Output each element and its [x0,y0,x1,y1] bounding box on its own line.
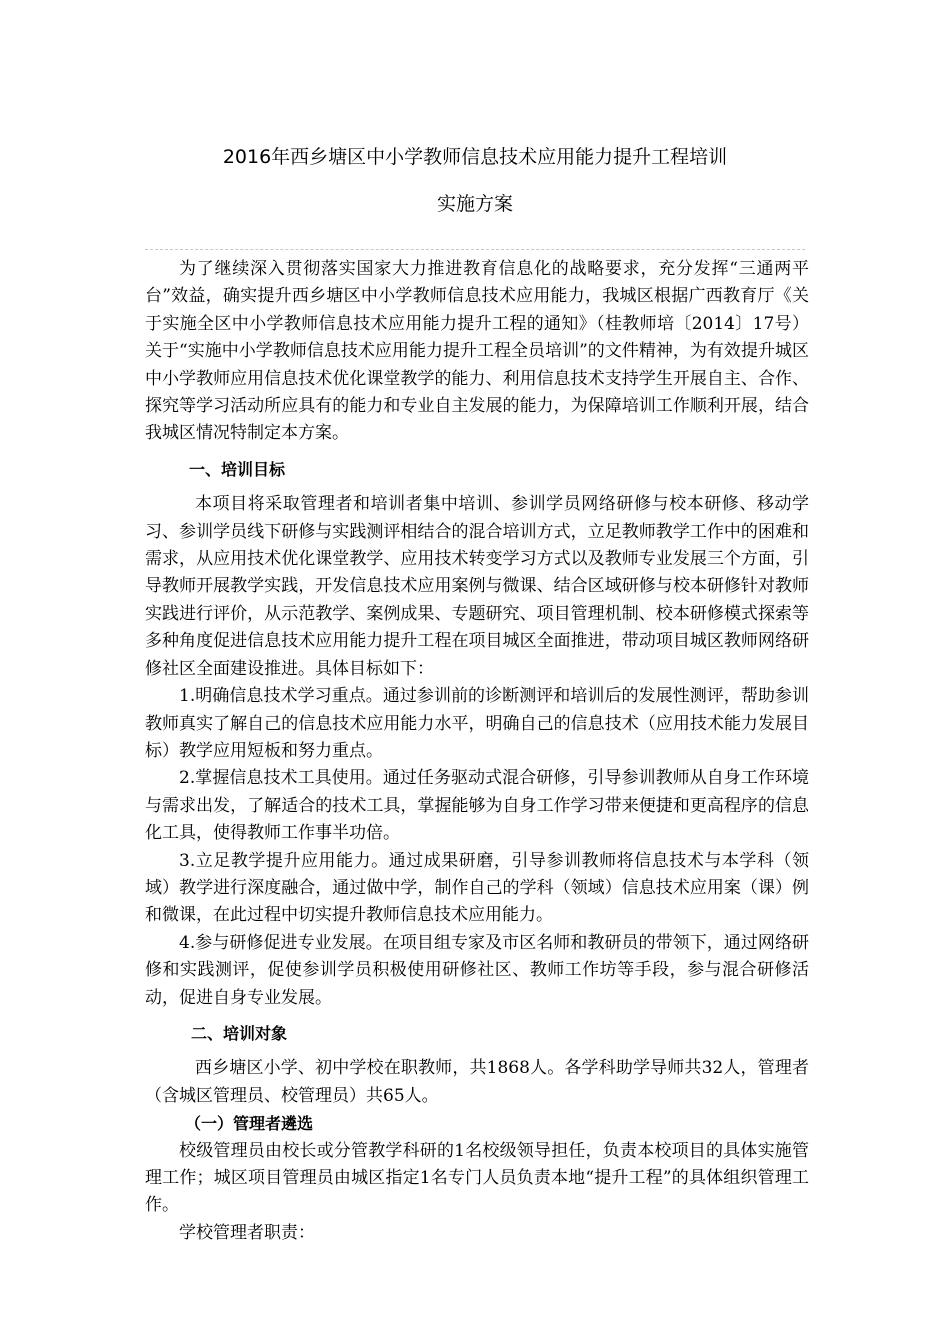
intro-paragraph: 为了继续深入贯彻落实国家大力推进教育信息化的战略要求，充分发挥“三通两平台”效益，确实提升西乡塘区中小学教师信息技术应用能力，我城区根据广西教育厅《关于实施全区中小学教师信息技术应用能力提升工程的通知》（桂教师培〔2014〕17号）关于“实施中小学教师信息技术应用能力提升工程全员培训”的文件精神，为有效提升城区中小学教师应用信息技术优化课堂教学的能力、利用信息技术支持学生开展自主、合作、探究等学习活动所应具有的能力和专业自主发展的能力，为保障培训工作顺利开展，结合我城区情况特制定本方案。 [145,259,809,444]
header-divider [145,249,805,250]
section-heading-training-targets: 二、培训对象 [191,1023,288,1043]
sub-heading-manager-selection: （一）管理者遴选 [185,1114,314,1134]
training-targets-paragraph: 西乡塘区小学、初中学校在职教师，共1868人。各学科助学导师共32人，管理者（含城区管理员、校管理员）共65人。 [145,1058,809,1106]
goal-item-1: 1.明确信息技术学习重点。通过参训前的诊断测评和培训后的发展性测评，帮助参训教师真实了解自己的信息技术应用能力水平，明确自己的信息技术（应用技术能力发展目标）教学应用短板和努力重点。 [145,686,809,761]
school-manager-duties-line: 学校管理者职责： [179,1222,315,1243]
goal-item-2: 2.掌握信息技术工具使用。通过任务驱动式混合研修，引导参训教师从自身工作环境与需求出发，了解适合的技术工具，掌握能够为自身工作学习带来便捷和更高程序的信息化工具，使得教师工作事半功倍。 [145,768,809,844]
section-heading-training-goals: 一、培训目标 [189,459,286,479]
manager-selection-paragraph: 校级管理员由校长或分管教学科研的1名校级领导担任，负责本校项目的具体实施管理工作；城区项目管理员由城区指定1名专门人员负责本地“提升工程”的具体组织管理工作。 [145,1140,809,1216]
goal-item-4: 4.参与研修促进专业发展。在项目组专家及市区名师和教研员的带领下，通过网络研修和实践测评，促使参训学员积极使用研修社区、教师工作坊等手段，参与混合研修活动，促进自身专业发展。 [145,932,809,1008]
document-body [145,256,809,1247]
goal-item-3: 3.立足教学提升应用能力。通过成果研磨，引导参训教师将信息技术与本学科（领域）教学进行深度融合，通过做中学，制作自己的学科（领域）信息技术应用案（课）例和微课，在此过程中切实提升教师信息技术应用能力。 [145,850,809,926]
document-title-line-2: 实施方案 [436,193,513,215]
document-title-line-1: 2016年西乡塘区中小学教师信息技术应用能力提升工程培训 [222,146,728,168]
training-goals-paragraph: 本项目将采取管理者和培训者集中培训、参训学员网络研修与校本研修、移动学习、参训学员线下研修与实践测评相结合的混合培训方式，立足教师教学工作中的困难和需求，从应用技术优化课堂教学、应用技术转变学习方式以及教师专业发展三个方面，引导教师开展教学实践，开发信息技术应用案例与微课、结合区域研修与校本研修针对教师实践进行评价，从示范教学、案例成果、专题研究、项目管理机制、校本研修模式探索等多种角度促进信息技术应用能力提升工程在项目城区全面推进，带动项目城区教师网络研修社区全面建设推进。具体目标如下： [145,494,809,679]
